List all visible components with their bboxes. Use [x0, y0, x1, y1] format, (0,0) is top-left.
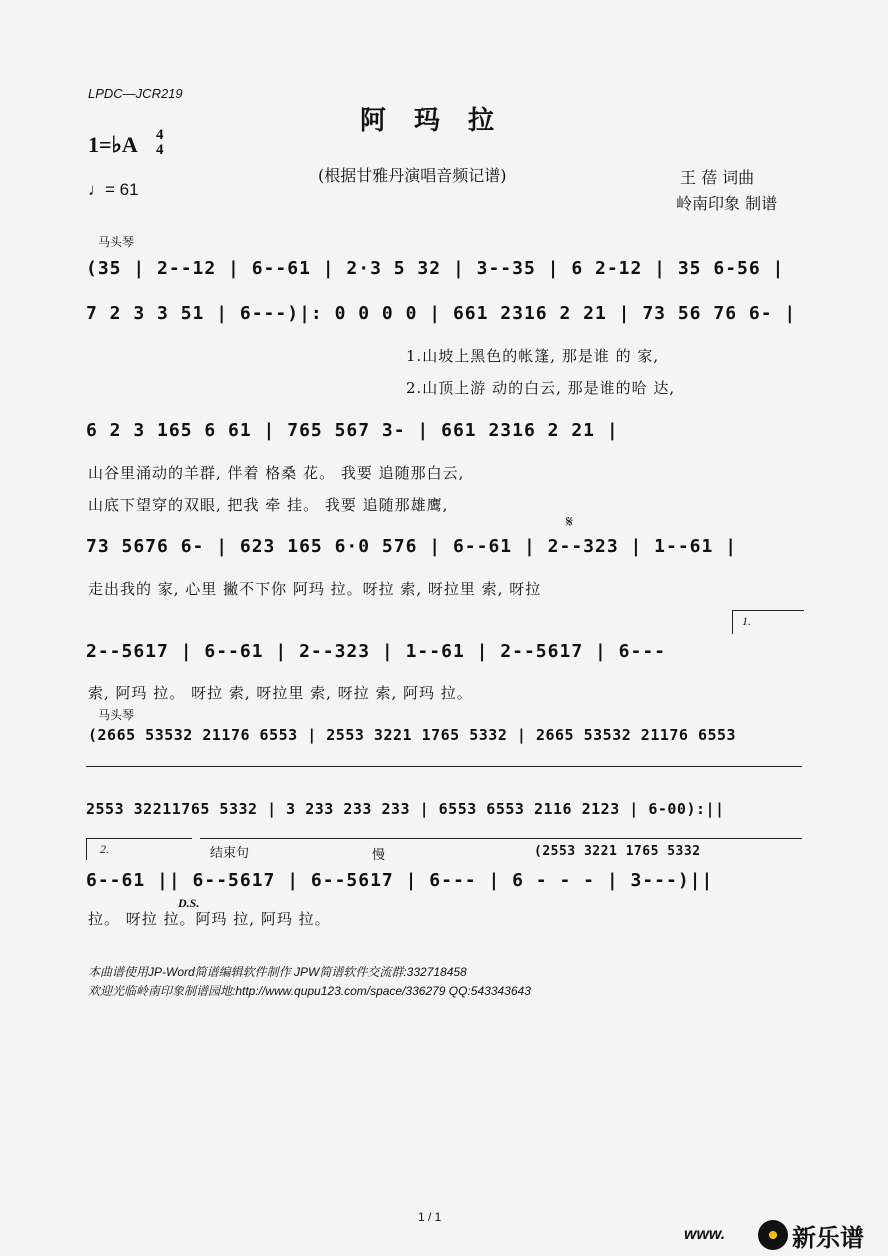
volta1-bracket: [732, 610, 804, 611]
volta1-bracket-edge: [732, 610, 733, 634]
section-divider: [86, 766, 802, 767]
instrument-label: 马头琴: [98, 235, 135, 249]
instrument-label-2: 马头琴: [98, 708, 135, 722]
tempo-slow-label: 慢: [372, 848, 386, 863]
staff-row-7: 2553 32211765 5332 | 3 233 233 233 | 6553 6553 2116 2123 | 6-00):||: [86, 800, 725, 818]
key-signature: 1=♭A: [88, 132, 138, 157]
lyrics-row5: 索, 阿玛 拉。 呀拉 索, 呀拉里 索, 呀拉 索, 阿玛 拉。: [88, 684, 473, 702]
lyrics-row8: 拉。 呀拉 拉。阿玛 拉, 阿玛 拉。: [88, 910, 331, 928]
catalog-code: LPDC—JCR219: [88, 86, 183, 101]
segno-sign: 𝄋: [566, 512, 573, 531]
lyrics-verse2-row2: 2.山顶上游 动的白云, 那是谁的哈 达,: [406, 379, 676, 397]
lyrics-row4: 走出我的 家, 心里 撇不下你 阿玛 拉。呀拉 索, 呀拉里 索, 呀拉: [88, 580, 542, 598]
staff-row-2: 7 2 3 3 51 | 6---)|: 0 0 0 0 | 661 2316 2 21 | 73 56 76 6- |: [86, 303, 797, 324]
footer-website-note: 欢迎光临岭南印象制谱园地:http://www.qupu123.com/space/336279 QQ:543343643: [88, 984, 531, 998]
subtitle: (根据甘雅丹演唱音频记谱): [318, 166, 507, 185]
lyrics-verse1-row2: 1.山坡上黑色的帐篷, 那是谁 的 家,: [406, 347, 660, 365]
ending-label: 结束句: [210, 846, 250, 861]
footer-software-note: 本曲谱使用JP-Word简谱编辑软件制作 JPW简谱软件交流群:332718458: [88, 965, 467, 979]
lyrics-verse2-row3: 山底下望穿的双眼, 把我 牵 挂。 我要 追随那雄鹰,: [88, 496, 449, 514]
staff-row-8: 6--61 || 6--5617 | 6--5617 | 6--- | 6 - - - | 3---)||: [86, 870, 714, 891]
ds-mark: D.S.: [178, 896, 200, 910]
volta1-label: 1.: [742, 614, 751, 628]
volta2-bracket: [86, 838, 192, 839]
time-signature: 4 4: [156, 127, 164, 158]
volta2-bracket-edge: [86, 838, 87, 860]
tempo-marking: ♩= 61: [88, 180, 139, 199]
staff-row-5: 2--5617 | 6--61 | 2--323 | 1--61 | 2--5617 | 6---: [86, 641, 667, 662]
coda-bracket: [200, 838, 802, 839]
score-title: 阿玛拉: [360, 106, 523, 136]
volta2-label: 2.: [100, 842, 109, 856]
page-number: 1 / 1: [418, 1210, 442, 1224]
staff-row-6: (2665 53532 21176 6553 | 2553 3221 1765 5332 | 2665 53532 21176 6553: [88, 726, 737, 744]
arranger: 岭南印象 制谱: [676, 194, 778, 213]
staff-row-4: 73 5676 6- | 623 165 6·0 576 | 6--61 | 2--323 | 1--61 |: [86, 536, 738, 557]
staff-row-3: 6 2 3 165 6 61 | 765 567 3- | 661 2316 2 21 |: [86, 420, 619, 441]
lyrics-verse1-row3: 山谷里涌动的羊群, 伴着 格桑 花。 我要 追随那白云,: [88, 464, 465, 482]
watermark-brand: 新乐谱: [792, 1224, 864, 1252]
lyricist-composer: 王 蓓 词曲: [680, 168, 755, 187]
staff-row-8-upper: (2553 3221 1765 5332: [534, 844, 701, 859]
watermark-site: www.: [684, 1226, 726, 1243]
record-disc-icon: [758, 1220, 788, 1250]
staff-row-1: (35 | 2--12 | 6--61 | 2·3 5 32 | 3--35 | 6 2-12 | 35 6-56 |: [86, 258, 785, 279]
